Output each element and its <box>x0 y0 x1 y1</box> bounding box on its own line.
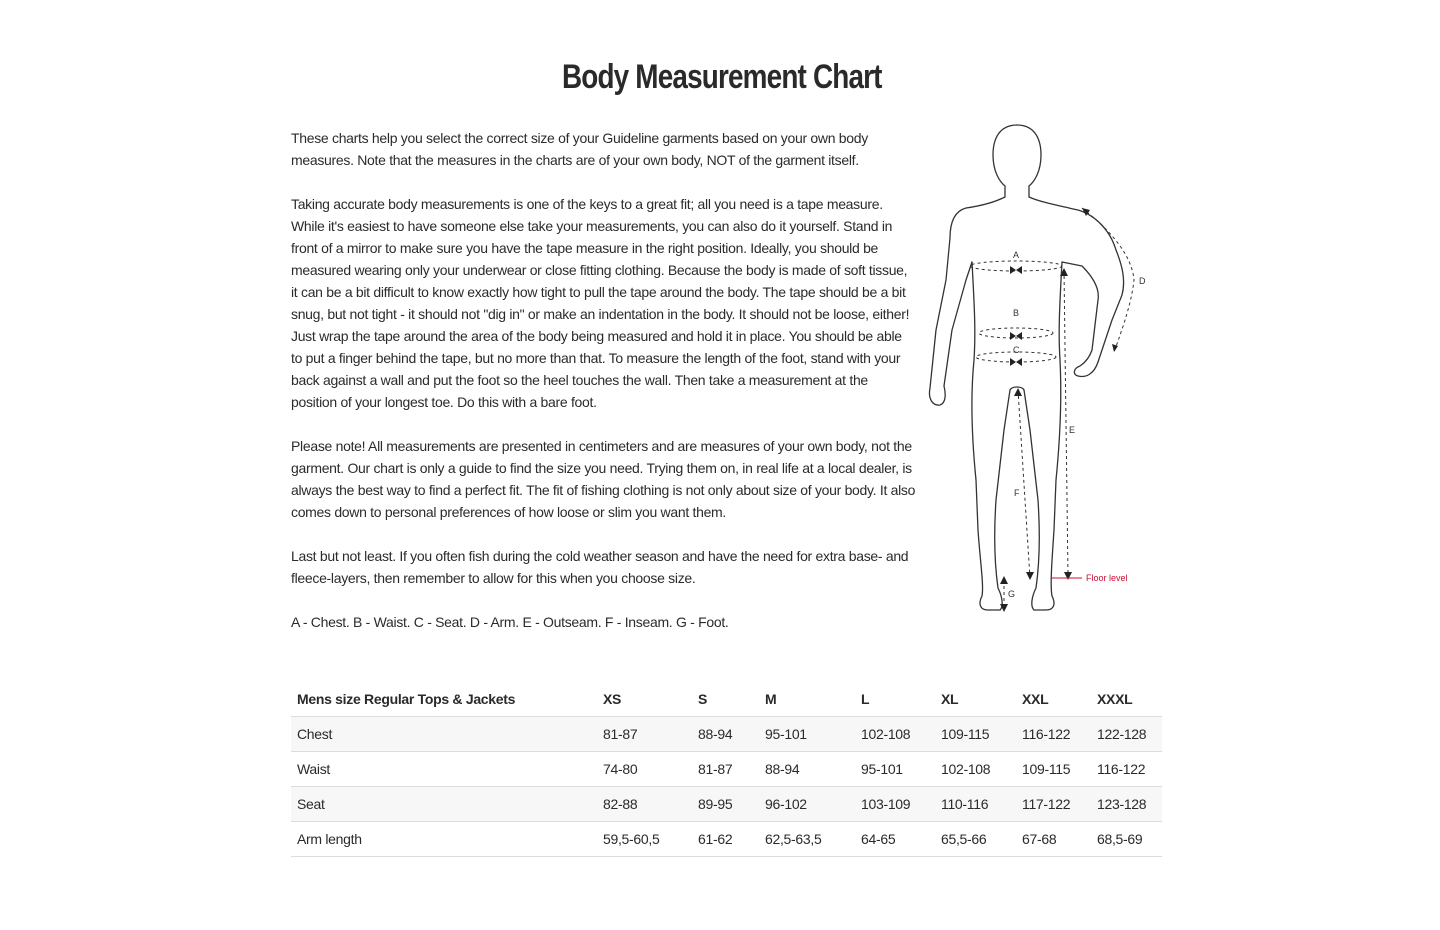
label-c: C <box>1013 345 1020 355</box>
table-cell: 88-94 <box>692 717 759 752</box>
intro-text <box>291 127 916 655</box>
table-row <box>291 787 1162 822</box>
intro-paragraph-2: Taking accurate body measurements is one of the keys to a great fit; all you need is a tape measure. While it's easiest to have someone else take your measurements, you can also do it yourself. Stand in front of a mirror to make sure you have the tape measure in the right position. Ideally, you should be measured wearing only your underwear or close fitting clothing. Because the body is made of soft tissue, it can be a bit difficult to know exactly how tight to pull the tape around the body. The tape should be a bit snug, but not tight - it should not "dig in" or make an indentation in the body. It should not be loose, either! Just wrap the tape around the area of the body being measured and hold it in place. You should be able to put a finger behind the tape, but no more than that. To measure the length of the foot, stand with your back against a wall and put the foot so the heel touches the wall. Then take a measurement at the position of your longest toe. Do this with a bare foot. <box>291 196 910 410</box>
header-cell: XXL <box>1016 682 1091 717</box>
label-e: E <box>1069 425 1076 435</box>
figure-head-right <box>1017 125 1124 376</box>
header-cell: S <box>692 682 759 717</box>
table-cell: 89-95 <box>692 787 759 822</box>
table-cell: 109-115 <box>935 717 1016 752</box>
table-cell: 95-101 <box>855 752 935 787</box>
table-row <box>291 822 1162 857</box>
header-cell: XL <box>935 682 1016 717</box>
page-title: Body Measurement Chart <box>561 58 882 96</box>
table-cell: 96-102 <box>759 787 855 822</box>
table-cell: 62,5-63,5 <box>759 822 855 857</box>
label-f: F <box>1014 488 1020 498</box>
table-cell: 81-87 <box>692 752 759 787</box>
header-cell: Mens size Regular Tops & Jackets <box>291 682 597 717</box>
table-cell: 95-101 <box>759 717 855 752</box>
table-cell: 82-88 <box>597 787 692 822</box>
header-cell: M <box>759 682 855 717</box>
table-cell: 65,5-66 <box>935 822 1016 857</box>
row-label: Waist <box>291 752 597 787</box>
label-b: B <box>1013 308 1020 318</box>
header-cell: XS <box>597 682 692 717</box>
table-row <box>291 752 1162 787</box>
table-cell: 74-80 <box>597 752 692 787</box>
table-cell: 117-122 <box>1016 787 1091 822</box>
table-cell: 64-65 <box>855 822 935 857</box>
floor-level-label: Floor level <box>1086 573 1128 583</box>
table-cell: 67-68 <box>1016 822 1091 857</box>
table-cell: 122-128 <box>1091 717 1162 752</box>
row-label: Chest <box>291 717 597 752</box>
table-cell: 68,5-69 <box>1091 822 1162 857</box>
table-cell: 61-62 <box>692 822 759 857</box>
waist-tape <box>979 328 1053 338</box>
table-cell: 123-128 <box>1091 787 1162 822</box>
header-cell: XXXL <box>1091 682 1162 717</box>
table-cell: 102-108 <box>855 717 935 752</box>
figure-right-side <box>1024 262 1062 610</box>
label-g: G <box>1008 589 1016 599</box>
table-cell: 59,5-60,5 <box>597 822 692 857</box>
intro-paragraph-3: Please note! All measurements are presented in centimeters and are measures of your own body, not the garment. Our chart is only a guide to find the size you need. Trying them on, in real life at a local dealer, is always the best way to find a perfect fit. The fit of fishing clothing is not only about size of your body. It also comes down to personal preferences of how loose or slim you want them. <box>291 438 916 520</box>
header-cell: L <box>855 682 935 717</box>
table-cell: 88-94 <box>759 752 855 787</box>
size-table-header-row <box>291 682 1162 717</box>
table-row <box>291 717 1162 752</box>
table-cell: 116-122 <box>1091 752 1162 787</box>
measurement-legend: A - Chest. B - Waist. C - Seat. D - Arm. E - Outseam. F - Inseam. G - Foot. <box>291 614 729 630</box>
row-label: Seat <box>291 787 597 822</box>
outseam-line <box>1064 270 1068 576</box>
table-cell: 81-87 <box>597 717 692 752</box>
chest-tape <box>970 261 1062 271</box>
body-measurement-figure <box>922 118 1152 618</box>
label-d: D <box>1139 276 1146 286</box>
table-cell: 110-116 <box>935 787 1016 822</box>
label-a: A <box>1013 250 1020 260</box>
table-cell: 102-108 <box>935 752 1016 787</box>
table-cell: 116-122 <box>1016 717 1091 752</box>
intro-paragraph-4: Last but not least. If you often fish during the cold weather season and have the need for extra base- and fleece-layers, then remember to allow for this when you choose size. <box>291 548 909 586</box>
row-label: Arm length <box>291 822 597 857</box>
table-cell: 109-115 <box>1016 752 1091 787</box>
size-table <box>291 682 1162 857</box>
table-cell: 103-109 <box>855 787 935 822</box>
intro-paragraph-1: These charts help you select the correct size of your Guideline garments based on your own body measures. Note that the measures in the charts are of your own body, NOT of the garment itself. <box>291 130 868 168</box>
